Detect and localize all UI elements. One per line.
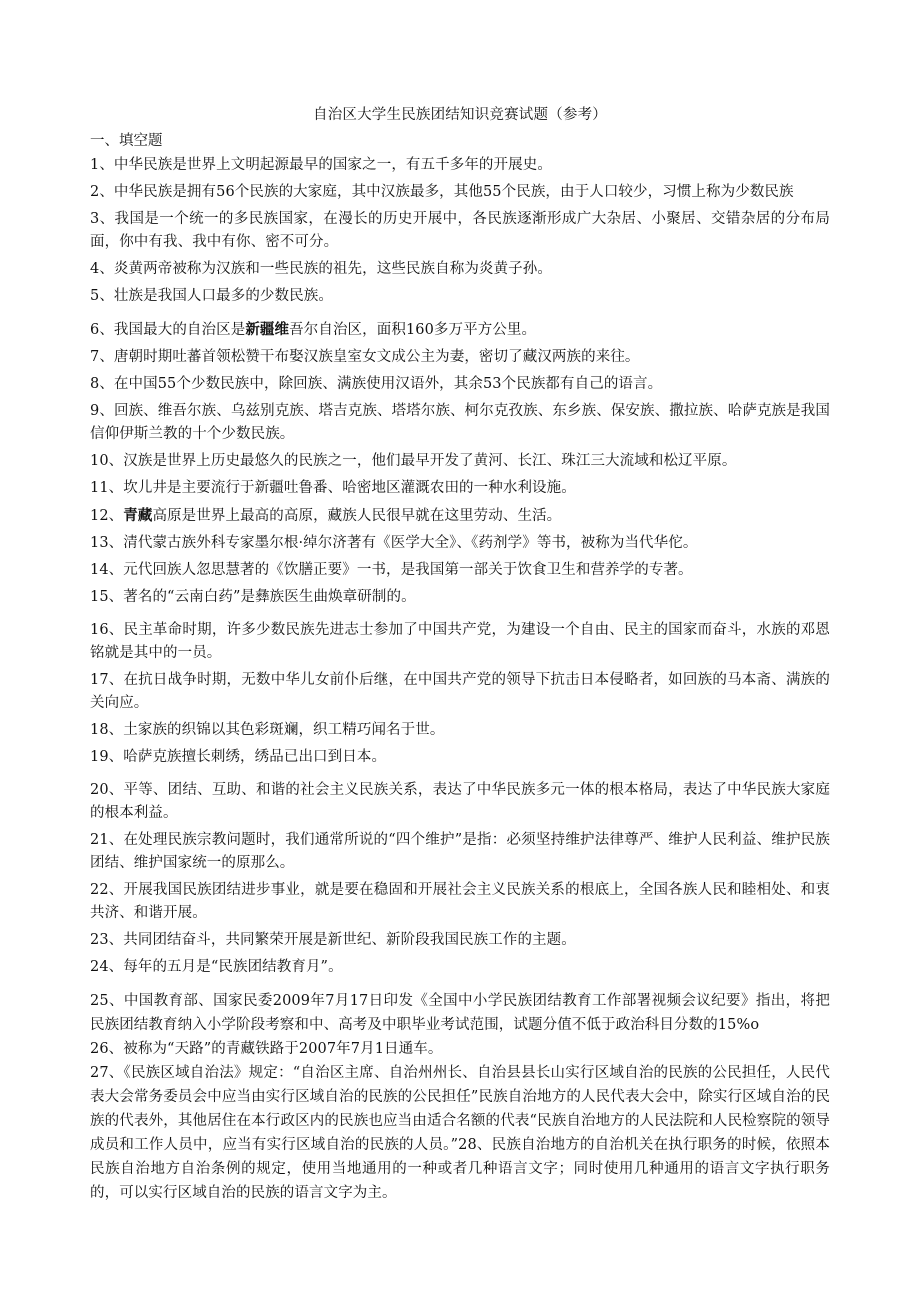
question-10: 10、汉族是世界上历史最悠久的民族之一，他们最早开发了黄河、长江、珠江三大流域和松辽平原。 (90, 453, 737, 469)
question-6 (90, 318, 830, 342)
question-12-prefix: 12、 (90, 508, 124, 524)
question-7: 7、唐朝时期吐蕃首领松赞干布娶汉族皇室女文成公主为妻，密切了藏汉两族的来往。 (90, 349, 640, 365)
question-3: 3、我国是一个统一的多民族国家，在漫长的历史开展中，各民族逐渐形成广大杂居、小聚居、交错杂居的分布局面，你中有我、我中有你、密不可分。 (90, 211, 830, 250)
document-page (90, 104, 830, 1205)
question-9: 9、回族、维吾尔族、乌兹别克族、塔吉克族、塔塔尔族、柯尔克孜族、东乡族、保安族、撒拉族、哈萨克族是我国信仰伊斯兰教的十个少数民族。 (90, 403, 830, 442)
question-25: 25、中国教育部、国家民委2009年7月17日印发《全国中小学民族团结教育工作部署视频会议纪要》指出，将把民族团结教育纳入小学阶段考察和中、高考及中职毕业考试范围，试题分值不低于政治科目分数的15%o (90, 993, 830, 1033)
document-title: 自治区大学生民族团结知识竞赛试题（参考） (313, 107, 607, 123)
question-12-bold-term: 青藏 (123, 507, 153, 524)
question-23: 23、共同团结奋斗，共同繁荣开展是新世纪、新阶段我国民族工作的主题。 (90, 932, 576, 948)
question-13: 13、清代蒙古族外科专家墨尔根·绰尔济著有《医学大全》、《药剂学》等书，被称为当代华佗。 (90, 535, 698, 551)
question-21: 21、在处理民族宗教问题时，我们通常所说的“四个维护”是指：必须坚持维护法律尊严、维护人民利益、维护民族团结、维护国家统一的原那么。 (90, 832, 830, 871)
question-15: 15、著名的“云南白药”是彝族医生曲焕章研制的。 (90, 589, 416, 605)
question-6-prefix: 6、我国最大的自治区是 (90, 322, 246, 338)
question-22: 22、开展我国民族团结进步事业，就是要在稳固和开展社会主义民族关系的根底上，全国各族人民和睦相处、和衷共济、和谐开展。 (90, 882, 830, 921)
question-26: 26、被称为“天路”的青藏铁路于2007年7月1日通车。 (90, 1041, 443, 1057)
question-24: 24、每年的五月是“民族团结教育月”。 (90, 959, 343, 975)
question-5: 5、壮族是我国人口最多的少数民族。 (90, 288, 333, 304)
question-1: 1、中华民族是世界上文明起源最早的国家之一，有五千多年的开展史。 (90, 157, 552, 173)
question-11: 11、坎儿井是主要流行于新疆吐鲁番、哈密地区灌溉农田的一种水利设施。 (90, 480, 576, 496)
question-6-suffix: 吾尔自治区，面积160多万平方公里。 (289, 322, 537, 338)
question-27-28: 27、《民族区域自治法》规定：“自治区主席、自治州州长、自治县县长山实行区域自治的民族的公民担任，人民代表大会常务委员会中应当由实行区域自治的民族的公民担任”民族自治地方的人民代表大会中，除实行区域自治的民族的代表外，其他居住在本行政区内的民族也应当由适合名额的代表“民族自治地方的人民法院和人民检察院的领导成员和工作人员中，应当有实行区域自治的民族的人员。”28、民族自治地方的自治机关在执行职务的时候，依照本民族自治地方自治条例的规定，使用当地通用的一种或者几种语言文字；同时使用几种通用的语言文字执行职务的，可以实行区域自治的民族的语言文字为主。 (90, 1065, 830, 1201)
question-16: 16、民主革命时期，许多少数民族先进志士参加了中国共产党，为建设一个自由、民主的国家而奋斗，水族的邓恩铭就是其中的一员。 (90, 622, 830, 661)
question-18: 18、土家族的织锦以其色彩斑斓，织工精巧闻名于世。 (90, 722, 445, 738)
question-19: 19、哈萨克族擅长刺绣，绣品已出口到日本。 (90, 749, 387, 765)
question-4: 4、炎黄两帝被称为汉族和一些民族的祖先，这些民族自称为炎黄子孙。 (90, 261, 552, 277)
question-12 (90, 504, 830, 528)
question-17: 17、在抗日战争时期，无数中华儿女前仆后继，在中国共产党的领导下抗击日本侵略者，如回族的马本斋、满族的关向应。 (90, 672, 830, 711)
question-20: 20、平等、团结、互助、和谐的社会主义民族关系，表达了中华民族多元一体的根本格局，表达了中华民族大家庭的根本利益。 (90, 782, 830, 821)
question-12-suffix: 高原是世界上最高的高原，藏族人民很早就在这里劳动、生活。 (152, 508, 562, 524)
section-heading: 一、填空题 (90, 133, 163, 149)
question-6-bold-term: 新疆维 (245, 321, 290, 338)
question-2: 2、中华民族是拥有56个民族的大家庭，其中汉族最多，其他55个民族，由于人口较少，习惯上称为少数民族 (90, 184, 794, 200)
question-8: 8、在中国55个少数民族中，除回族、满族使用汉语外，其余53个民族都有自己的语言。 (90, 376, 663, 392)
question-14: 14、元代回族人忽思慧著的《饮膳正要》一书，是我国第一部关于饮食卫生和营养学的专著。 (90, 562, 693, 578)
